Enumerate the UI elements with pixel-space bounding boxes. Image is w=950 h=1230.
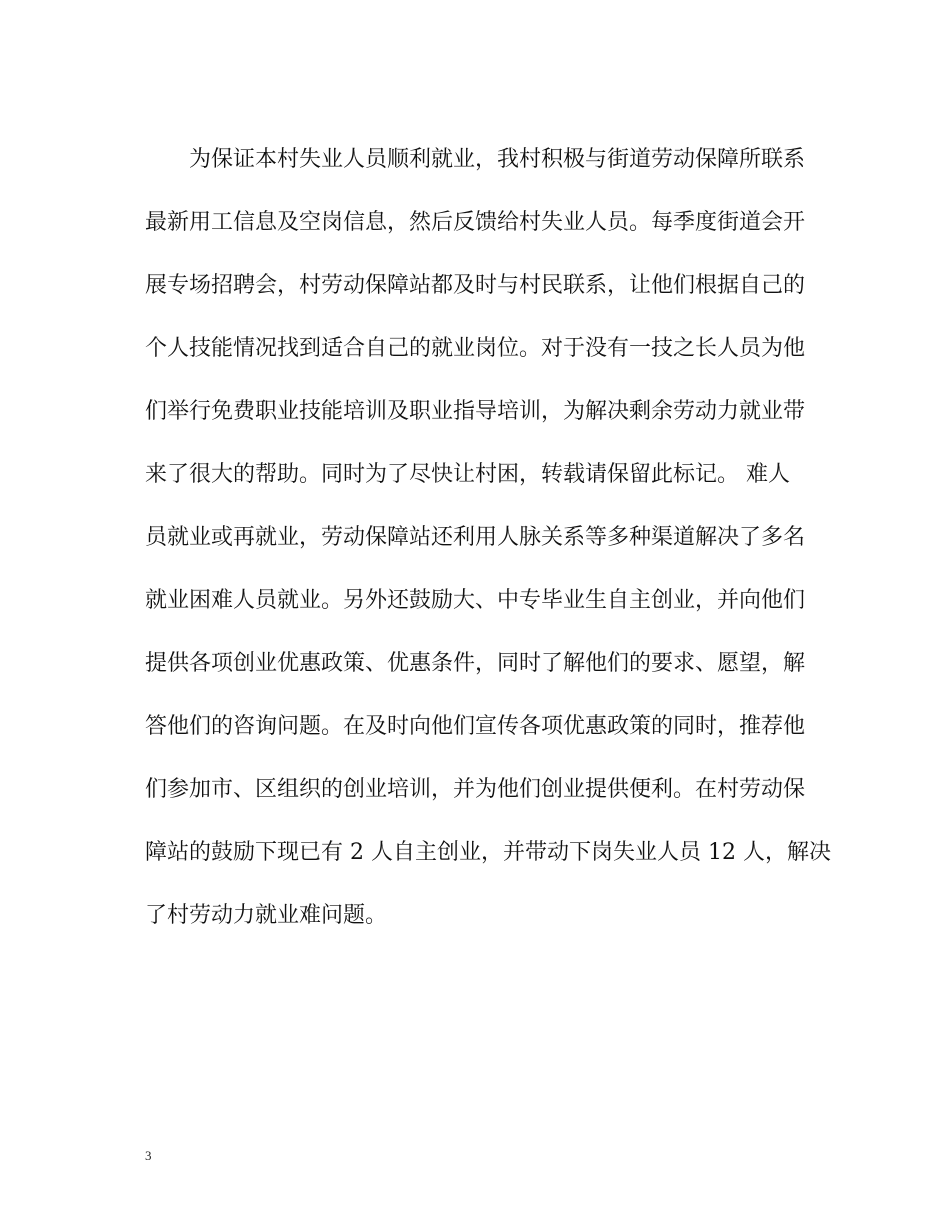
body-paragraph <box>145 136 831 955</box>
paragraph-line: 展专场招聘会，村劳动保障站都及时与村民联系，让他们根据自己的 <box>145 273 806 298</box>
paragraph-line: 提供各项创业优惠政策、优惠条件，同时了解他们的要求、愿望，解 <box>145 651 806 676</box>
paragraph-line: 了村劳动力就业难问题。 <box>145 903 388 928</box>
paragraph-line: 障站的鼓励下现已有 2 人自主创业，并带动下岗失业人员 12 人，解决 <box>145 840 831 865</box>
paragraph-line: 就业困难人员就业。另外还鼓励大、中专毕业生自主创业，并向他们 <box>145 588 806 613</box>
paragraph-line: 最新用工信息及空岗信息，然后反馈给村失业人员。每季度街道会开 <box>145 210 806 235</box>
paragraph-line: 来了很大的帮助。同时为了尽快让村困，转载请保留此标记。 难人 <box>145 462 790 487</box>
paragraph-line: 个人技能情况找到适合自己的就业岗位。对于没有一技之长人员为他 <box>145 336 806 361</box>
paragraph-line: 们参加市、区组织的创业培训，并为他们创业提供便利。在村劳动保 <box>145 777 806 802</box>
paragraph-line: 员就业或再就业，劳动保障站还利用人脉关系等多种渠道解决了多名 <box>145 525 806 550</box>
paragraph-line: 答他们的咨询问题。在及时向他们宣传各项优惠政策的同时，推荐他 <box>145 714 806 739</box>
page-number: 3 <box>145 1148 152 1163</box>
paragraph-line: 为保证本村失业人员顺利就业，我村积极与街道劳动保障所联系 <box>189 147 806 172</box>
paragraph-line: 们举行免费职业技能培训及职业指导培训，为解决剩余劳动力就业带 <box>145 399 806 424</box>
